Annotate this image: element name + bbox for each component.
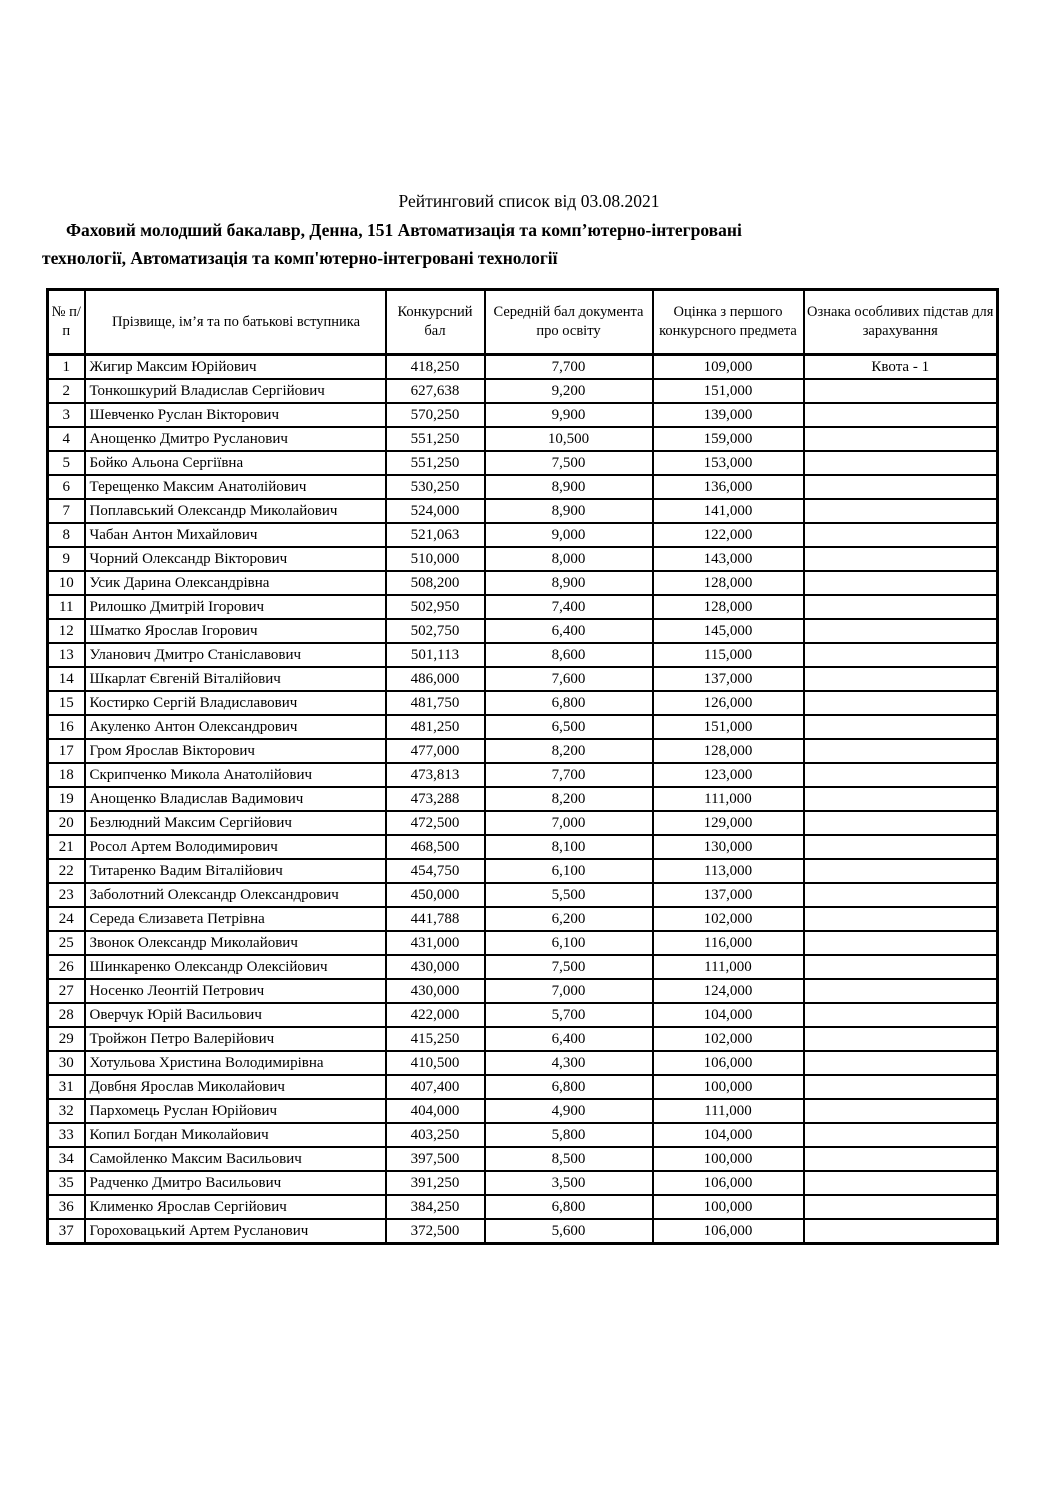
- cell-first-subject-score: 102,000: [653, 907, 804, 931]
- cell-average-document-score: 6,800: [485, 1195, 653, 1219]
- cell-first-subject-score: 106,000: [653, 1219, 804, 1244]
- cell-first-subject-score: 104,000: [653, 1123, 804, 1147]
- cell-average-document-score: 6,200: [485, 907, 653, 931]
- table-row: [48, 547, 998, 571]
- cell-rank: 26: [48, 955, 85, 979]
- cell-average-document-score: 7,500: [485, 451, 653, 475]
- table-row: [48, 787, 998, 811]
- cell-applicant-name: Анощенко Дмитро Русланович: [85, 427, 386, 451]
- cell-competition-score: 391,250: [386, 1171, 485, 1195]
- cell-competition-score: 502,950: [386, 595, 485, 619]
- table-row: [48, 499, 998, 523]
- cell-competition-score: 404,000: [386, 1099, 485, 1123]
- cell-average-document-score: 9,200: [485, 379, 653, 403]
- cell-rank: 11: [48, 595, 85, 619]
- cell-first-subject-score: 130,000: [653, 835, 804, 859]
- cell-rank: 24: [48, 907, 85, 931]
- header-avg: Середній бал документа про освіту: [485, 290, 653, 355]
- cell-applicant-name: Анощенко Владислав Вадимович: [85, 787, 386, 811]
- cell-special-conditions: [804, 523, 998, 547]
- cell-average-document-score: 5,500: [485, 883, 653, 907]
- cell-applicant-name: Поплавський Олександр Миколайович: [85, 499, 386, 523]
- cell-rank: 1: [48, 355, 85, 380]
- cell-average-document-score: 5,800: [485, 1123, 653, 1147]
- cell-applicant-name: Носенко Леонтій Петрович: [85, 979, 386, 1003]
- cell-special-conditions: [804, 883, 998, 907]
- cell-average-document-score: 8,100: [485, 835, 653, 859]
- cell-rank: 30: [48, 1051, 85, 1075]
- cell-special-conditions: [804, 1195, 998, 1219]
- cell-first-subject-score: 137,000: [653, 883, 804, 907]
- cell-average-document-score: 4,300: [485, 1051, 653, 1075]
- cell-rank: 12: [48, 619, 85, 643]
- cell-rank: 37: [48, 1219, 85, 1244]
- table-row: [48, 595, 998, 619]
- cell-rank: 7: [48, 499, 85, 523]
- cell-competition-score: 473,288: [386, 787, 485, 811]
- cell-rank: 18: [48, 763, 85, 787]
- cell-applicant-name: Безлюдний Максим Сергійович: [85, 811, 386, 835]
- cell-special-conditions: [804, 643, 998, 667]
- cell-applicant-name: Скрипченко Микола Анатолійович: [85, 763, 386, 787]
- cell-special-conditions: [804, 595, 998, 619]
- cell-first-subject-score: 151,000: [653, 715, 804, 739]
- cell-applicant-name: Довбня Ярослав Миколайович: [85, 1075, 386, 1099]
- table-row: [48, 355, 998, 380]
- cell-applicant-name: Шкарлат Євгеній Віталійович: [85, 667, 386, 691]
- cell-competition-score: 415,250: [386, 1027, 485, 1051]
- cell-rank: 29: [48, 1027, 85, 1051]
- cell-average-document-score: 6,500: [485, 715, 653, 739]
- cell-first-subject-score: 128,000: [653, 595, 804, 619]
- cell-competition-score: 570,250: [386, 403, 485, 427]
- cell-special-conditions: [804, 379, 998, 403]
- cell-special-conditions: [804, 907, 998, 931]
- cell-applicant-name: Звонок Олександр Миколайович: [85, 931, 386, 955]
- cell-special-conditions: [804, 715, 998, 739]
- table-row: [48, 1027, 998, 1051]
- cell-average-document-score: 6,100: [485, 931, 653, 955]
- table-row: [48, 427, 998, 451]
- cell-rank: 17: [48, 739, 85, 763]
- cell-special-conditions: [804, 1075, 998, 1099]
- cell-special-conditions: [804, 763, 998, 787]
- cell-first-subject-score: 115,000: [653, 643, 804, 667]
- table-row: [48, 859, 998, 883]
- table-row: [48, 883, 998, 907]
- cell-special-conditions: [804, 571, 998, 595]
- cell-first-subject-score: 111,000: [653, 1099, 804, 1123]
- cell-applicant-name: Шматко Ярослав Ігорович: [85, 619, 386, 643]
- cell-first-subject-score: 128,000: [653, 739, 804, 763]
- cell-average-document-score: 8,900: [485, 499, 653, 523]
- cell-rank: 13: [48, 643, 85, 667]
- cell-applicant-name: Тройжон Петро Валерійович: [85, 1027, 386, 1051]
- cell-competition-score: 551,250: [386, 427, 485, 451]
- cell-average-document-score: 7,400: [485, 595, 653, 619]
- cell-first-subject-score: 153,000: [653, 451, 804, 475]
- cell-first-subject-score: 100,000: [653, 1075, 804, 1099]
- table-row: [48, 691, 998, 715]
- cell-special-conditions: [804, 811, 998, 835]
- table-row: [48, 1195, 998, 1219]
- table-row: [48, 739, 998, 763]
- cell-first-subject-score: 124,000: [653, 979, 804, 1003]
- cell-special-conditions: [804, 955, 998, 979]
- cell-competition-score: 403,250: [386, 1123, 485, 1147]
- cell-average-document-score: 7,700: [485, 355, 653, 380]
- cell-first-subject-score: 113,000: [653, 859, 804, 883]
- cell-competition-score: 508,200: [386, 571, 485, 595]
- table-row: [48, 979, 998, 1003]
- cell-competition-score: 477,000: [386, 739, 485, 763]
- table-row: [48, 931, 998, 955]
- cell-applicant-name: Копил Богдан Миколайович: [85, 1123, 386, 1147]
- table-row: [48, 667, 998, 691]
- table-row: [48, 955, 998, 979]
- table-row: [48, 643, 998, 667]
- cell-applicant-name: Росол Артем Володимирович: [85, 835, 386, 859]
- cell-competition-score: 407,400: [386, 1075, 485, 1099]
- table-row: [48, 1051, 998, 1075]
- cell-first-subject-score: 104,000: [653, 1003, 804, 1027]
- cell-applicant-name: Уланович Дмитро Станіславович: [85, 643, 386, 667]
- table-row: [48, 1171, 998, 1195]
- cell-special-conditions: [804, 1219, 998, 1244]
- cell-competition-score: 551,250: [386, 451, 485, 475]
- cell-competition-score: 430,000: [386, 979, 485, 1003]
- cell-average-document-score: 7,000: [485, 979, 653, 1003]
- cell-competition-score: 384,250: [386, 1195, 485, 1219]
- cell-rank: 22: [48, 859, 85, 883]
- cell-applicant-name: Тонкошкурий Владислав Сергійович: [85, 379, 386, 403]
- cell-special-conditions: [804, 979, 998, 1003]
- cell-special-conditions: [804, 787, 998, 811]
- cell-competition-score: 450,000: [386, 883, 485, 907]
- header-score: Конкурсний бал: [386, 290, 485, 355]
- cell-first-subject-score: 123,000: [653, 763, 804, 787]
- cell-special-conditions: [804, 1147, 998, 1171]
- cell-rank: 2: [48, 379, 85, 403]
- header-exam: Оцінка з першого конкурсного предмета: [653, 290, 804, 355]
- cell-rank: 20: [48, 811, 85, 835]
- cell-average-document-score: 8,600: [485, 643, 653, 667]
- cell-first-subject-score: 109,000: [653, 355, 804, 380]
- table-row: [48, 379, 998, 403]
- cell-applicant-name: Хотульова Христина Володимирівна: [85, 1051, 386, 1075]
- cell-competition-score: 410,500: [386, 1051, 485, 1075]
- cell-average-document-score: 10,500: [485, 427, 653, 451]
- cell-applicant-name: Самойленко Максим Васильович: [85, 1147, 386, 1171]
- cell-special-conditions: [804, 1003, 998, 1027]
- cell-average-document-score: 7,000: [485, 811, 653, 835]
- cell-special-conditions: [804, 1051, 998, 1075]
- cell-first-subject-score: 128,000: [653, 571, 804, 595]
- cell-first-subject-score: 100,000: [653, 1147, 804, 1171]
- cell-special-conditions: [804, 1123, 998, 1147]
- cell-rank: 33: [48, 1123, 85, 1147]
- cell-rank: 10: [48, 571, 85, 595]
- cell-special-conditions: [804, 859, 998, 883]
- cell-applicant-name: Терещенко Максим Анатолійович: [85, 475, 386, 499]
- cell-average-document-score: 8,200: [485, 787, 653, 811]
- cell-competition-score: 397,500: [386, 1147, 485, 1171]
- cell-first-subject-score: 111,000: [653, 955, 804, 979]
- cell-rank: 9: [48, 547, 85, 571]
- cell-rank: 32: [48, 1099, 85, 1123]
- page-subtitle-line2: технології, Автоматизація та комп'ютерно-інтегровані технології: [42, 248, 558, 268]
- cell-competition-score: 481,750: [386, 691, 485, 715]
- cell-special-conditions: [804, 1171, 998, 1195]
- table-row: [48, 1123, 998, 1147]
- cell-applicant-name: Гороховацький Артем Русланович: [85, 1219, 386, 1244]
- cell-average-document-score: 9,000: [485, 523, 653, 547]
- cell-applicant-name: Усик Дарина Олександрівна: [85, 571, 386, 595]
- cell-first-subject-score: 137,000: [653, 667, 804, 691]
- cell-average-document-score: 7,500: [485, 955, 653, 979]
- cell-applicant-name: Пархомець Руслан Юрійович: [85, 1099, 386, 1123]
- cell-competition-score: 418,250: [386, 355, 485, 380]
- rating-table: [46, 288, 999, 1245]
- page-title: Рейтинговий список від 03.08.2021: [398, 191, 660, 211]
- cell-special-conditions: Квота - 1: [804, 355, 998, 380]
- cell-special-conditions: [804, 835, 998, 859]
- cell-average-document-score: 6,400: [485, 1027, 653, 1051]
- cell-rank: 23: [48, 883, 85, 907]
- cell-competition-score: 502,750: [386, 619, 485, 643]
- cell-rank: 25: [48, 931, 85, 955]
- cell-rank: 28: [48, 1003, 85, 1027]
- cell-average-document-score: 8,200: [485, 739, 653, 763]
- cell-competition-score: 501,113: [386, 643, 485, 667]
- cell-first-subject-score: 139,000: [653, 403, 804, 427]
- cell-applicant-name: Бойко Альона Сергіївна: [85, 451, 386, 475]
- cell-average-document-score: 3,500: [485, 1171, 653, 1195]
- table-row: [48, 1147, 998, 1171]
- table-row: [48, 907, 998, 931]
- cell-average-document-score: 6,800: [485, 1075, 653, 1099]
- cell-first-subject-score: 106,000: [653, 1051, 804, 1075]
- cell-applicant-name: Рилошко Дмитрій Ігорович: [85, 595, 386, 619]
- cell-average-document-score: 9,900: [485, 403, 653, 427]
- table-row: [48, 523, 998, 547]
- cell-first-subject-score: 111,000: [653, 787, 804, 811]
- cell-first-subject-score: 141,000: [653, 499, 804, 523]
- page-subtitle: [42, 216, 1016, 272]
- cell-special-conditions: [804, 691, 998, 715]
- cell-first-subject-score: 129,000: [653, 811, 804, 835]
- table-row: [48, 571, 998, 595]
- table-row: [48, 403, 998, 427]
- header-num: № п/п: [48, 290, 85, 355]
- cell-applicant-name: Гром Ярослав Вікторович: [85, 739, 386, 763]
- cell-average-document-score: 6,400: [485, 619, 653, 643]
- cell-rank: 6: [48, 475, 85, 499]
- cell-first-subject-score: 126,000: [653, 691, 804, 715]
- cell-special-conditions: [804, 451, 998, 475]
- cell-competition-score: 472,500: [386, 811, 485, 835]
- cell-competition-score: 372,500: [386, 1219, 485, 1244]
- table-row: [48, 451, 998, 475]
- header-special: Ознака особливих підстав для зарахування: [804, 290, 998, 355]
- cell-special-conditions: [804, 667, 998, 691]
- table-row: [48, 475, 998, 499]
- table-row: [48, 1003, 998, 1027]
- cell-competition-score: 486,000: [386, 667, 485, 691]
- cell-competition-score: 431,000: [386, 931, 485, 955]
- table-row: [48, 1099, 998, 1123]
- cell-average-document-score: 7,600: [485, 667, 653, 691]
- cell-rank: 4: [48, 427, 85, 451]
- cell-special-conditions: [804, 499, 998, 523]
- cell-competition-score: 524,000: [386, 499, 485, 523]
- cell-rank: 27: [48, 979, 85, 1003]
- table-row: [48, 763, 998, 787]
- cell-average-document-score: 7,700: [485, 763, 653, 787]
- cell-applicant-name: Костирко Сергій Владиславович: [85, 691, 386, 715]
- cell-first-subject-score: 122,000: [653, 523, 804, 547]
- cell-first-subject-score: 100,000: [653, 1195, 804, 1219]
- cell-special-conditions: [804, 547, 998, 571]
- cell-rank: 36: [48, 1195, 85, 1219]
- cell-rank: 31: [48, 1075, 85, 1099]
- cell-first-subject-score: 143,000: [653, 547, 804, 571]
- cell-special-conditions: [804, 475, 998, 499]
- cell-competition-score: 430,000: [386, 955, 485, 979]
- cell-first-subject-score: 102,000: [653, 1027, 804, 1051]
- cell-special-conditions: [804, 619, 998, 643]
- cell-first-subject-score: 106,000: [653, 1171, 804, 1195]
- table-row: [48, 811, 998, 835]
- cell-applicant-name: Середа Єлизавета Петрівна: [85, 907, 386, 931]
- table-row: [48, 1219, 998, 1244]
- cell-average-document-score: 8,900: [485, 571, 653, 595]
- cell-special-conditions: [804, 403, 998, 427]
- cell-competition-score: 510,000: [386, 547, 485, 571]
- cell-applicant-name: Шевченко Руслан Вікторович: [85, 403, 386, 427]
- cell-average-document-score: 8,900: [485, 475, 653, 499]
- cell-special-conditions: [804, 1027, 998, 1051]
- cell-applicant-name: Чабан Антон Михайлович: [85, 523, 386, 547]
- cell-applicant-name: Радченко Дмитро Васильович: [85, 1171, 386, 1195]
- cell-rank: 5: [48, 451, 85, 475]
- cell-special-conditions: [804, 739, 998, 763]
- cell-average-document-score: 4,900: [485, 1099, 653, 1123]
- cell-applicant-name: Акуленко Антон Олександрович: [85, 715, 386, 739]
- cell-rank: 8: [48, 523, 85, 547]
- cell-first-subject-score: 145,000: [653, 619, 804, 643]
- table-row: [48, 715, 998, 739]
- cell-rank: 34: [48, 1147, 85, 1171]
- table-body: [48, 355, 998, 1244]
- cell-competition-score: 530,250: [386, 475, 485, 499]
- cell-rank: 21: [48, 835, 85, 859]
- cell-competition-score: 454,750: [386, 859, 485, 883]
- table-row: [48, 1075, 998, 1099]
- cell-rank: 15: [48, 691, 85, 715]
- cell-special-conditions: [804, 931, 998, 955]
- cell-average-document-score: 6,800: [485, 691, 653, 715]
- page-subtitle-line1: Фаховий молодший бакалавр, Денна, 151 Автоматизація та комп’ютерно-інтегровані: [66, 220, 742, 240]
- cell-rank: 14: [48, 667, 85, 691]
- cell-competition-score: 627,638: [386, 379, 485, 403]
- cell-first-subject-score: 159,000: [653, 427, 804, 451]
- cell-applicant-name: Жигир Максим Юрійович: [85, 355, 386, 380]
- header-name: Прізвище, ім’я та по батькові вступника: [85, 290, 386, 355]
- table-header-row: [48, 290, 998, 355]
- cell-applicant-name: Чорний Олександр Вікторович: [85, 547, 386, 571]
- cell-rank: 16: [48, 715, 85, 739]
- cell-applicant-name: Титаренко Вадим Віталійович: [85, 859, 386, 883]
- cell-first-subject-score: 136,000: [653, 475, 804, 499]
- table-row: [48, 619, 998, 643]
- cell-applicant-name: Заболотний Олександр Олександрович: [85, 883, 386, 907]
- cell-competition-score: 468,500: [386, 835, 485, 859]
- cell-applicant-name: Оверчук Юрій Васильович: [85, 1003, 386, 1027]
- cell-special-conditions: [804, 427, 998, 451]
- cell-competition-score: 481,250: [386, 715, 485, 739]
- cell-rank: 19: [48, 787, 85, 811]
- cell-first-subject-score: 116,000: [653, 931, 804, 955]
- cell-average-document-score: 6,100: [485, 859, 653, 883]
- cell-average-document-score: 5,700: [485, 1003, 653, 1027]
- cell-competition-score: 473,813: [386, 763, 485, 787]
- cell-average-document-score: 8,500: [485, 1147, 653, 1171]
- cell-rank: 35: [48, 1171, 85, 1195]
- table-row: [48, 835, 998, 859]
- cell-rank: 3: [48, 403, 85, 427]
- cell-average-document-score: 5,600: [485, 1219, 653, 1244]
- cell-competition-score: 441,788: [386, 907, 485, 931]
- cell-competition-score: 521,063: [386, 523, 485, 547]
- cell-competition-score: 422,000: [386, 1003, 485, 1027]
- cell-applicant-name: Шинкаренко Олександр Олексійович: [85, 955, 386, 979]
- cell-special-conditions: [804, 1099, 998, 1123]
- cell-first-subject-score: 151,000: [653, 379, 804, 403]
- cell-average-document-score: 8,000: [485, 547, 653, 571]
- cell-applicant-name: Клименко Ярослав Сергійович: [85, 1195, 386, 1219]
